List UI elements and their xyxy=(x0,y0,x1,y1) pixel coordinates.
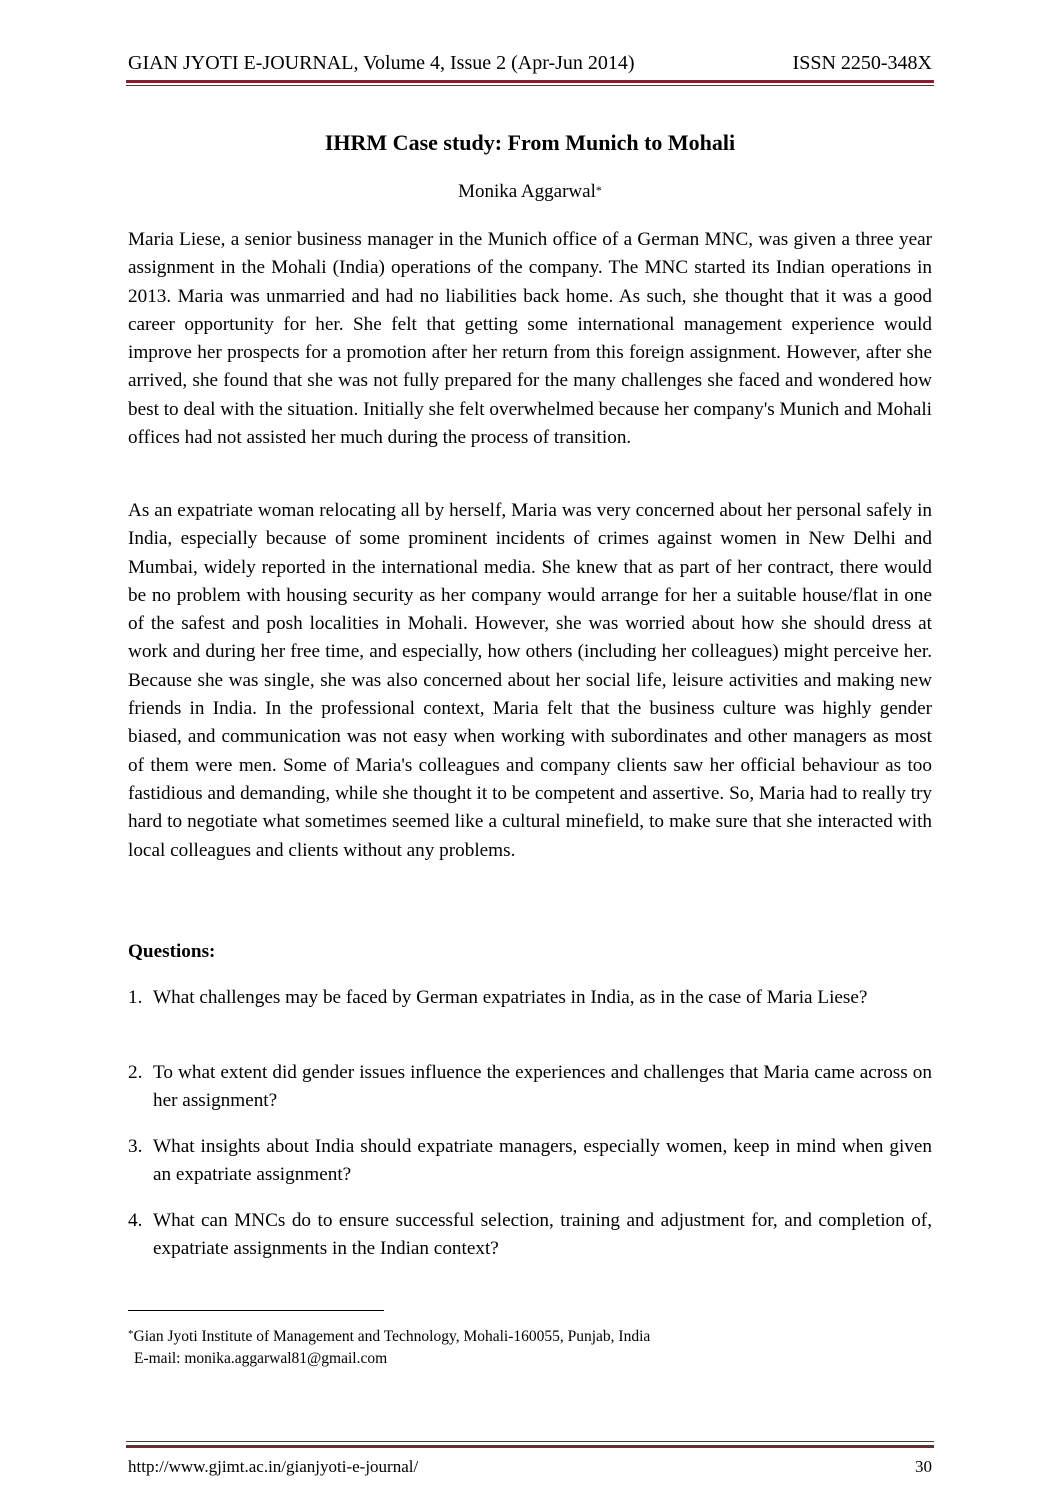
issn-number: ISSN 2250-348X xyxy=(792,52,932,74)
footnote-separator xyxy=(128,1310,384,1311)
footer-rule-thick xyxy=(126,1445,934,1448)
journal-url: http://www.gjimt.ac.in/gianjyoti-e-journal/ xyxy=(128,1457,419,1476)
question-text: To what extent did gender issues influence the experiences and challenges that Maria came across on her assignment? xyxy=(153,1062,932,1112)
footnote-mark: * xyxy=(128,1328,134,1340)
header-rule-thin xyxy=(126,85,934,86)
question-item xyxy=(128,1207,932,1264)
page-footer xyxy=(128,1455,932,1479)
question-number: 2. xyxy=(128,1062,143,1083)
page-number: 30 xyxy=(915,1457,932,1476)
footer-rule-thin xyxy=(126,1441,934,1442)
header-rule-thick xyxy=(126,80,934,83)
footnote xyxy=(128,1326,932,1370)
footnote-email: E-mail: monika.aggarwal81@gmail.com xyxy=(134,1350,388,1367)
question-text: What can MNCs do to ensure successful selection, training and adjustment for, and completion of, expatriate assignments in the Indian context? xyxy=(153,1210,932,1260)
paragraph-1: Maria Liese, a senior business manager in the Munich office of a German MNC, was given a three year assignment in the Mohali (India) operations of the company. The MNC started its Indian operations in 2013. Maria was unmarried and had no liabilities back home. As such, she thought that it was a good career opportunity for her. She felt that getting some international management experience would improve her prospects for a promotion after her return from this foreign assignment. However, after she arrived, she found that she was not fully prepared for the many challenges she faced and wondered how best to deal with the situation. Initially she felt overwhelmed because her company's Munich and Mohali offices had not assisted her much during the process of transition. xyxy=(128,229,932,449)
article-title: IHRM Case study: From Munich to Mohali xyxy=(324,130,736,155)
paragraph-2: As an expatriate woman relocating all by herself, Maria was very concerned about her personal safely in India, especially because of some prominent incidents of crimes against women in New Delhi and Mumbai, widely reported in the international media. She knew that as part of her contract, there would be no problem with housing security as her company would arrange for her a suitable house/flat in one of the safest and posh localities in Mohali. However, she was worried about how she should dress at work and during her free time, and especially, how others (including her colleagues) might perceive her. Because she was single, she was also concerned about her social life, leisure activities and making new friends in India. In the professional context, Maria felt that the business culture was highly gender biased, and communication was not easy when working with subordinates and other managers as most of them were men. Some of Maria's colleagues and company clients saw her official behaviour as too fastidious and demanding, while she thought it to be competent and assertive. So, Maria had to really try hard to negotiate what sometimes seemed like a cultural minefield, to make sure that she interacted with local colleagues and clients without any problems. xyxy=(128,500,932,861)
article-author xyxy=(128,179,932,205)
footnote-affiliation-line xyxy=(128,1326,932,1348)
question-number: 3. xyxy=(128,1136,143,1157)
question-number: 4. xyxy=(128,1210,143,1231)
question-item xyxy=(128,984,932,1012)
question-item xyxy=(128,1133,932,1190)
footnote-affiliation: Gian Jyoti Institute of Management and Technology, Mohali-160055, Punjab, India xyxy=(133,1328,651,1345)
question-text: What challenges may be faced by German expatriates in India, as in the case of Maria Liese? xyxy=(153,987,868,1008)
author-name: Monika Aggarwal xyxy=(458,181,596,202)
journal-name: GIAN JYOTI E-JOURNAL, Volume 4, Issue 2 (Apr-Jun 2014) xyxy=(128,52,635,74)
question-item xyxy=(128,1059,932,1116)
author-footnote-mark: * xyxy=(595,183,602,197)
question-text: What insights about India should expatriate managers, especially women, keep in mind when given an expatriate assignment? xyxy=(153,1136,932,1186)
questions-heading: Questions: xyxy=(128,941,216,962)
question-number: 1. xyxy=(128,987,143,1008)
page-header xyxy=(128,50,932,76)
